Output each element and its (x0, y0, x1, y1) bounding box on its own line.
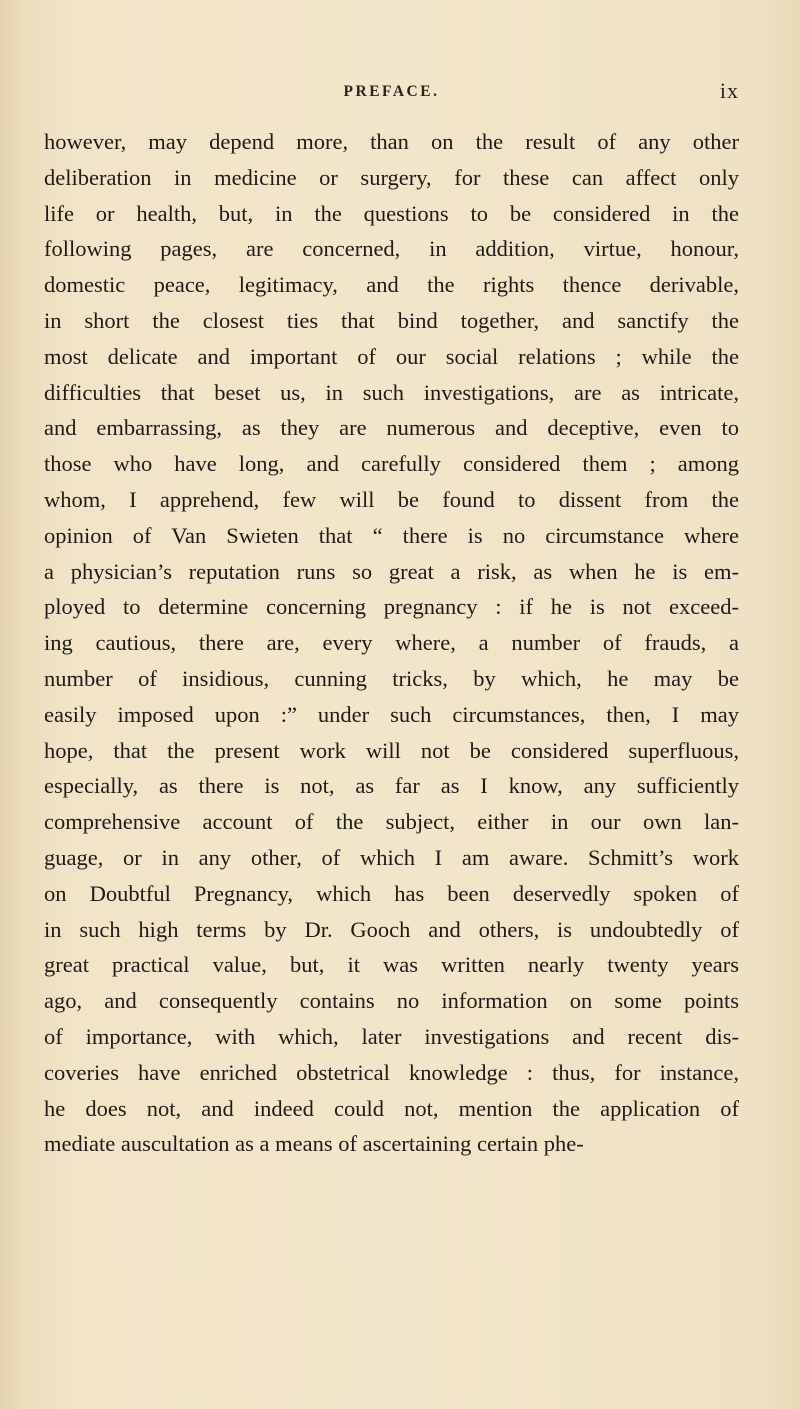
text-line: great practical value, but, it was written nearly twenty years (44, 952, 739, 978)
running-title: PREFACE. (343, 83, 440, 100)
text-line: ployed to determine concerning pregnancy : if he is not exceed- (44, 594, 739, 620)
text-line: a physician’s reputation runs so great a risk, as when he is em- (44, 558, 739, 584)
text-line: opinion of Van Swieten that “ there is no circumstance where (44, 522, 739, 548)
text-line: most delicate and important of our social relations ; while the (44, 343, 739, 369)
text-line: however, may depend more, than on the result of any other (44, 129, 739, 154)
text-line: coveries have enriched obstetrical knowledge : thus, for instance, (44, 1059, 739, 1085)
text-line: he does not, and indeed could not, mention the application of (44, 1095, 739, 1121)
text-line: hope, that the present work will not be considered superfluous, (44, 737, 739, 763)
running-header (44, 78, 739, 108)
text-line: of importance, with which, later investigations and recent dis- (44, 1023, 739, 1049)
page-number: ix (719, 78, 739, 103)
text-line: those who have long, and carefully considered them ; among (44, 451, 739, 477)
text-line: easily imposed upon :” under such circumstances, then, I may (44, 701, 739, 727)
text-line: comprehensive account of the subject, either in our own lan- (44, 809, 739, 835)
text-line: deliberation in medicine or surgery, for these can affect only (44, 164, 739, 190)
text-line: ing cautious, there are, every where, a number of frauds, a (44, 630, 739, 656)
text-line: whom, I apprehend, few will be found to dissent from the (44, 486, 739, 512)
text-line: on Doubtful Pregnancy, which has been deservedly spoken of (44, 880, 739, 906)
text-line: in short the closest ties that bind together, and sanctify the (44, 307, 739, 333)
text-line: life or health, but, in the questions to be considered in the (44, 200, 739, 226)
text-line: ago, and consequently contains no information on some points (44, 988, 739, 1014)
text-line: domestic peace, legitimacy, and the rights thence derivable, (44, 272, 739, 298)
text-line: mediate auscultation as a means of ascertaining certain phe- (44, 1131, 584, 1157)
text-line: number of insidious, cunning tricks, by which, he may be (44, 665, 739, 691)
text-line: in such high terms by Dr. Gooch and others, is undoubtedly of (44, 916, 739, 942)
text-line: difficulties that beset us, in such investigations, are as intricate, (44, 379, 739, 405)
text-line: and embarrassing, as they are numerous and deceptive, even to (44, 415, 739, 441)
text-line: especially, as there is not, as far as I know, any sufficiently (44, 773, 739, 799)
text-line: following pages, are concerned, in addition, virtue, honour, (44, 236, 739, 262)
text-line: guage, or in any other, of which I am aware. Schmitt’s work (44, 844, 739, 870)
body-text (44, 124, 739, 1162)
